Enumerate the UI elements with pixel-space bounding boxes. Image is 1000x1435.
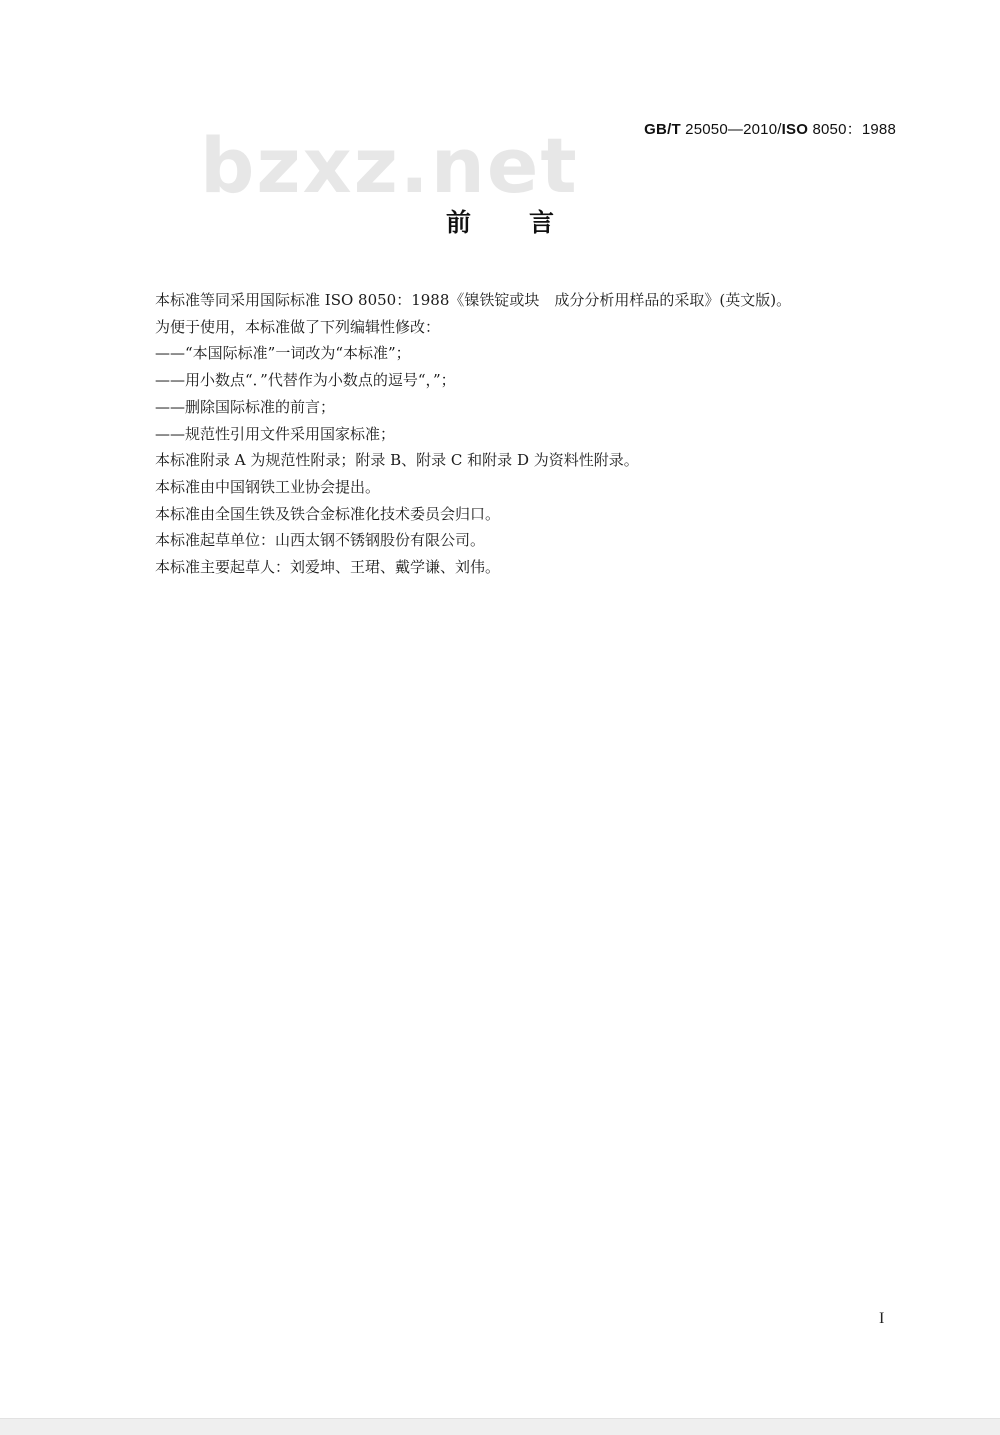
list-item-edit-foreword: ——删除国际标准的前言；: [155, 397, 336, 416]
paragraph-drafting-unit: 本标准起草单位：山西太钢不锈钢股份有限公司。: [155, 531, 486, 550]
iso-code-number: 8050：1988: [808, 121, 896, 138]
paragraph-proposer: 本标准由中国钢铁工业协会提出。: [155, 477, 381, 496]
paragraph-annexes: 本标准附录 A 为规范性附录；附录 B、附录 C 和附录 D 为资料性附录。: [155, 451, 639, 470]
paragraph-committee: 本标准由全国生铁及铁合金标准化技术委员会归口。: [155, 504, 501, 523]
paragraph-adoption: 本标准等同采用国际标准 ISO 8050：1988《镍铁锭或块 成分分析用样品的采取》(英文版)。: [155, 291, 792, 309]
paragraph-drafters: 本标准主要起草人：刘爱坤、王珺、戴学谦、刘伟。: [155, 558, 501, 577]
iso-code-prefix: ISO: [781, 121, 809, 138]
standard-number: [644, 118, 896, 139]
foreword-body: [155, 287, 900, 581]
page-title: 前言: [445, 208, 612, 237]
list-item-edit-decimal: ——用小数点“．”代替作为小数点的逗号“，”；: [155, 371, 456, 390]
watermark: bzxz.net: [200, 121, 579, 210]
paragraph-edits-intro: 为便于使用，本标准做了下列编辑性修改：: [155, 317, 441, 336]
standard-code-number: 25050—2010/: [680, 121, 782, 138]
standard-code-prefix: GB/T: [644, 121, 681, 138]
list-item-edit-references: ——规范性引用文件采用国家标准；: [155, 424, 396, 443]
list-item-edit-term: ——“本国际标准”一词改为“本标准”；: [155, 344, 411, 363]
page-number: I: [879, 1310, 885, 1327]
viewer-bottom-bar: [0, 1418, 1000, 1435]
